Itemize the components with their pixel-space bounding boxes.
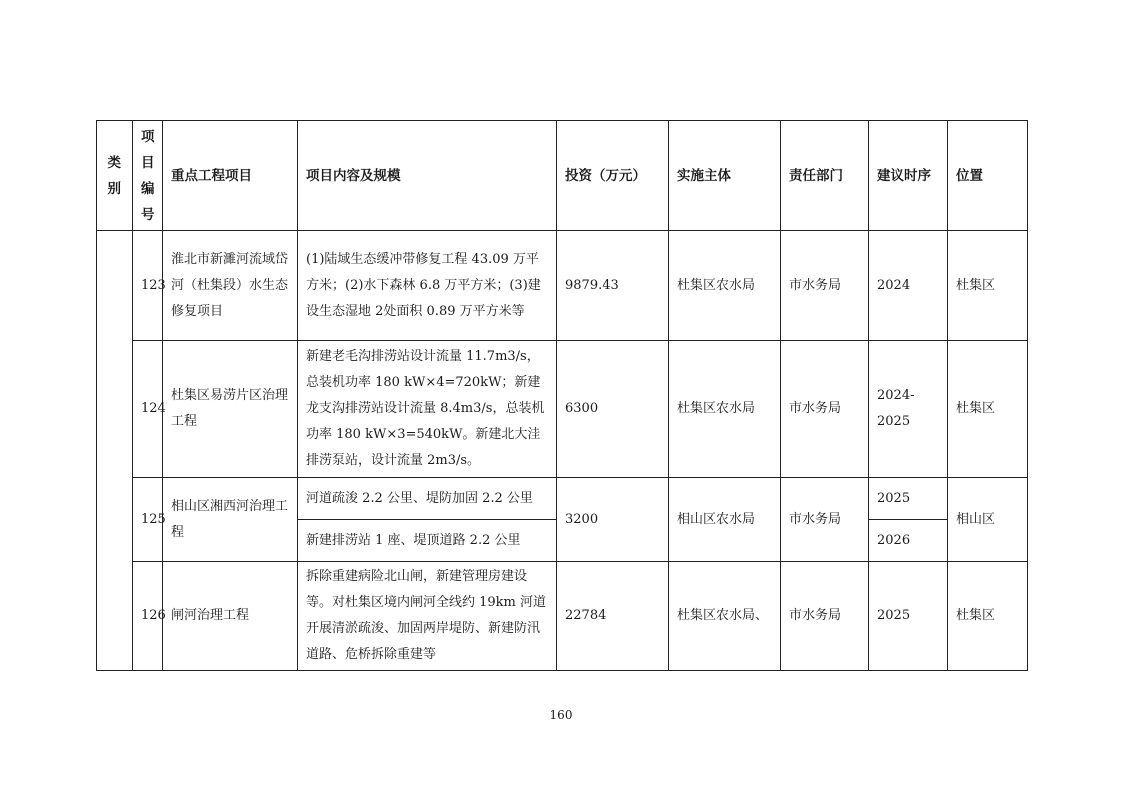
content-cell: 河道疏浚 2.2 公里、堤防加固 2.2 公里: [298, 478, 557, 520]
implementer-cell: 杜集区农水局: [669, 341, 781, 478]
implementer-cell: 相山区农水局: [669, 478, 781, 562]
project-cell: 相山区湘西河治理工程: [163, 478, 298, 562]
investment-cell: 22784: [557, 562, 669, 671]
timing-cell: 2024-2025: [869, 341, 948, 478]
timing-cell: 2026: [869, 520, 948, 562]
header-location: 位置: [948, 121, 1028, 231]
implementer-cell: 杜集区农水局、: [669, 562, 781, 671]
department-cell: 市水务局: [781, 231, 869, 341]
project-cell: 闸河治理工程: [163, 562, 298, 671]
header-item-no: 项目编号: [133, 121, 163, 231]
header-content: 项目内容及规模: [298, 121, 557, 231]
project-cell: 杜集区易涝片区治理工程: [163, 341, 298, 478]
department-cell: 市水务局: [781, 341, 869, 478]
investment-cell: 6300: [557, 341, 669, 478]
investment-cell: 3200: [557, 478, 669, 562]
table-row: [97, 562, 1028, 671]
header-implementer: 实施主体: [669, 121, 781, 231]
department-cell: 市水务局: [781, 562, 869, 671]
timing-cell: 2025: [869, 478, 948, 520]
table-row: [97, 231, 1028, 341]
table-row: [97, 478, 1028, 520]
location-cell: 杜集区: [948, 231, 1028, 341]
location-cell: 杜集区: [948, 341, 1028, 478]
project-cell: 淮北市新濉河流域岱河（杜集段）水生态修复项目: [163, 231, 298, 341]
item-no-cell: 126: [133, 562, 163, 671]
header-category: 类别: [97, 121, 133, 231]
item-no-cell: 125: [133, 478, 163, 562]
page-number: 160: [549, 708, 573, 722]
header-project: 重点工程项目: [163, 121, 298, 231]
content-cell: (1)陆域生态缓冲带修复工程 43.09 万平方米；(2)水下森林 6.8 万平方米；(3)建设生态湿地 2处面积 0.89 万平方米等: [298, 231, 557, 341]
header-timing: 建议时序: [869, 121, 948, 231]
content-cell: 新建排涝站 1 座、堤顶道路 2.2 公里: [298, 520, 557, 562]
investment-cell: 9879.43: [557, 231, 669, 341]
project-table: [96, 120, 1028, 671]
header-row: [97, 121, 1028, 231]
timing-cell: 2025: [869, 562, 948, 671]
table-row: [97, 341, 1028, 478]
implementer-cell: 杜集区农水局: [669, 231, 781, 341]
department-cell: 市水务局: [781, 478, 869, 562]
item-no-cell: 123: [133, 231, 163, 341]
item-no-cell: 124: [133, 341, 163, 478]
timing-cell: 2024: [869, 231, 948, 341]
header-department: 责任部门: [781, 121, 869, 231]
category-cell: [97, 231, 133, 671]
content-cell: 拆除重建病险北山闸，新建管理房建设等。对杜集区境内闸河全线约 19km 河道开展清淤疏浚、加固两岸堤防、新建防汛道路、危桥拆除重建等: [298, 562, 557, 671]
content-cell: 新建老毛沟排涝站设计流量 11.7m3/s，总装机功率 180 kW×4=720kW；新建龙支沟排涝站设计流量 8.4m3/s，总装机功率 180 kW×3=540kW。新建北大洼排涝泵站，设计流量 2m3/s。: [298, 341, 557, 478]
location-cell: 相山区: [948, 478, 1028, 562]
location-cell: 杜集区: [948, 562, 1028, 671]
header-investment: 投资（万元）: [557, 121, 669, 231]
